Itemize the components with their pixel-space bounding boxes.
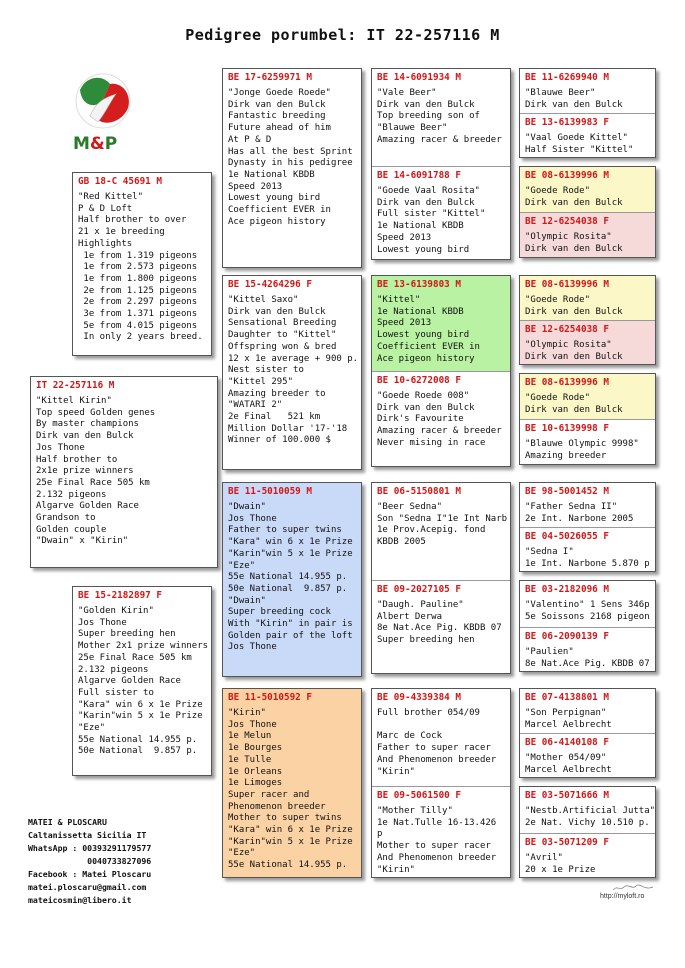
pigeon-note-line: "Karin"win 5 x 1e Prize — [78, 711, 203, 722]
pigeon-note-line: 1e from 1.800 pigeons — [78, 273, 198, 284]
pigeon-note-line: "Vale Beer" — [377, 88, 437, 98]
pigeon-note-line: "Dwain" — [228, 595, 266, 606]
pigeon-note-line: "Dwain" — [228, 502, 266, 512]
pigeon-note-line: "Kittel Saxo" — [228, 295, 299, 305]
pigeon-note-line: Dirk van den Bulck — [377, 402, 475, 413]
pigeon-notes — [525, 232, 650, 255]
pigeon-note-line: Top breeding son of — [377, 111, 480, 122]
pigeon-note-line: P & D Loft — [78, 203, 133, 214]
logo-text: M&P — [73, 134, 118, 154]
pigeon-note-line: 1e National KBDB — [377, 221, 464, 232]
pigeon-note-line: 1e National KBDB — [228, 169, 315, 180]
pigeon-note-line: "Daugh. Pauline" — [377, 600, 464, 610]
pigeon-notes — [525, 853, 650, 876]
pigeon-note-line: Full brother 054/09 — [377, 708, 480, 718]
g3-card-3 — [371, 482, 511, 674]
pigeon-note-line: 5e from 4.015 pigeons — [78, 320, 198, 331]
pigeon-note-line: "Goede Roede 008" — [377, 391, 470, 401]
whatsapp-number-2: 0040733827096 — [87, 856, 152, 866]
pigeon-note-line: Jos Thone — [78, 617, 127, 628]
pigeon-note-line: Lowest young bird — [228, 193, 321, 204]
pigeon-notes — [525, 393, 650, 416]
sire-card — [72, 172, 212, 356]
pigeon-notes — [228, 708, 356, 872]
g4-pigeon-9 — [520, 483, 655, 527]
ring-number: BE 06-4140108 F — [525, 737, 609, 748]
g4-pigeon-14 — [520, 733, 655, 777]
ring-number: BE 09-4339384 M — [377, 692, 461, 703]
sire-dam-pigeon — [223, 276, 361, 469]
pigeon-note-line: Dirk van den Bulck — [525, 243, 623, 254]
ring-number: BE 04-5026055 F — [525, 531, 609, 542]
pigeon-note-line: p — [377, 829, 383, 840]
ring-number: GB 18-C 45691 M — [78, 176, 162, 187]
pigeon-note-line: "Blauwe Olympic 9998" — [525, 439, 639, 449]
g3-pigeon-2 — [372, 166, 510, 259]
pigeon-note-line: Dirk van den Bulck — [525, 99, 623, 110]
pigeon-note-line: "Son Perpignan" — [525, 708, 607, 718]
pigeon-note-line: Son "Sedna I"1e Int Narb — [377, 513, 508, 524]
pigeon-note-line: "Nestb.Artificial Jutta" — [525, 806, 655, 816]
ring-number: BE 14-6091934 M — [377, 72, 461, 83]
pigeon-note-line: 2e Int. Narbone 2005 — [525, 513, 634, 524]
g3-pigeon-3 — [372, 276, 510, 371]
g3-pigeon-8 — [372, 786, 510, 877]
pigeon-note-line: Super breeding cock — [228, 607, 331, 618]
ring-number: BE 11-5010592 F — [228, 692, 312, 703]
pigeon-note-line: Mother 2x1 prize winners — [78, 641, 209, 652]
signature-icon — [612, 884, 654, 892]
pigeon-note-line: "Sedna I" — [525, 547, 574, 557]
pigeon-note-line: 1e Melun — [228, 731, 272, 742]
g3-pigeon-7 — [372, 689, 510, 786]
ring-number: BE 09-2027105 F — [377, 584, 461, 595]
pigeon-note-line: Amazing breeder — [525, 450, 607, 461]
g4-pigeon-10 — [520, 527, 655, 571]
pigeon-notes — [525, 753, 650, 776]
pigeon-note-line: Coefficient EVER in — [377, 341, 480, 352]
pigeon-note-line: By master champions — [36, 419, 139, 430]
pigeon-note-line: "Paulien" — [525, 647, 574, 657]
pigeon-note-line: Golden couple — [36, 524, 107, 535]
pigeon-note-line: Dirk van den Bulck — [525, 197, 623, 208]
pigeon-notes — [525, 88, 650, 111]
pigeon-note-line: "WATARI 2" — [228, 400, 283, 411]
pigeon-note-line: Speed 2013 — [377, 232, 432, 243]
pigeon-note-line: 21 x 1e breeding — [78, 227, 165, 238]
g3-pigeon-6 — [372, 580, 510, 673]
pigeon-note-line: And Phenomenon breeder — [377, 754, 497, 765]
pigeon-note-line: Super racer and — [228, 789, 310, 800]
ring-number: BE 10-6139998 F — [525, 423, 609, 434]
pigeon-note-line: Highlights — [78, 238, 133, 249]
pigeon-note-line: "Blauwe Beer" — [525, 88, 596, 98]
pigeon-note-line: Dirk van den Bulck — [228, 99, 326, 110]
g4-card-3 — [519, 275, 656, 365]
pigeon-notes — [525, 708, 650, 731]
pigeon-note-line: 3e from 1.371 pigeons — [78, 309, 198, 320]
pigeon-note-line: Dirk van den Bulck — [36, 431, 134, 442]
g3-card-2 — [371, 275, 511, 467]
pigeon-notes — [36, 396, 212, 548]
pigeon-note-line: "Goede Vaal Rosita" — [377, 186, 480, 196]
loft-city: Caltanissetta Sicilia IT — [28, 830, 147, 840]
pigeon-note-line: Ace pigeon history — [228, 216, 326, 227]
pigeon-note-line: In only 2 years breed. — [78, 332, 203, 343]
pigeon-note-line: Lowest young bird — [377, 330, 470, 341]
pigeon-note-line: "Eze" — [78, 723, 106, 734]
pigeon-note-line: 50e National 9.857 p. — [78, 746, 198, 757]
pigeon-note-line: Marcel Aelbrecht — [525, 719, 612, 730]
pigeon-notes — [78, 192, 206, 344]
dam-dam-card — [222, 688, 362, 878]
pigeon-notes — [525, 547, 650, 570]
pigeon-notes — [377, 295, 505, 365]
g4-card-7 — [519, 688, 656, 778]
pigeon-note-line: 1e National KBDB — [377, 306, 464, 317]
pigeon-note-line: 1e from 2.573 pigeons — [78, 262, 198, 273]
pigeon-note-line: Amazing racer & breeder — [377, 134, 502, 145]
main-pigeon — [31, 377, 217, 567]
pigeon-note-line: 8e Nat.Ace Pig. KBDB 07 — [525, 658, 650, 669]
g3-pigeon-5 — [372, 483, 510, 580]
ring-number: BE 07-4138801 M — [525, 692, 609, 703]
pigeon-note-line: "Goede Rode" — [525, 186, 591, 196]
pigeon-note-line: Jos Thone — [36, 442, 85, 453]
pigeon-note-line: Ace pigeon history — [377, 353, 475, 364]
pigeon-note-line: "Goede Rode" — [525, 393, 591, 403]
pigeon-note-line: "Karin"win 5 x 1e Prize — [228, 548, 353, 559]
pigeon-note-line: "Kara" win 6 x 1e Prize — [78, 699, 203, 710]
pigeon-note-line: 1e Nat.Tulle 16-13.426 — [377, 817, 497, 828]
pigeon-notes — [377, 600, 505, 647]
pigeon-note-line: Dirk van den Bulck — [377, 99, 475, 110]
pigeon-note-line: 1e Int. Narbone 5.870 p — [525, 558, 650, 569]
ring-number: BE 03-2182096 M — [525, 584, 609, 595]
ring-number: BE 06-5150801 M — [377, 486, 461, 497]
g4-pigeon-2 — [520, 113, 655, 157]
pigeon-note-line: Jos Thone — [228, 719, 277, 730]
pigeon-note-line: Lowest young bird — [377, 244, 470, 255]
pigeon-note-line: Speed 2013 — [377, 318, 432, 329]
ring-number: BE 11-5010059 M — [228, 486, 312, 497]
ring-number: BE 12-6254038 F — [525, 324, 609, 335]
pigeon-note-line: Mother to super twins — [228, 813, 342, 824]
pigeon-note-line: "Kirin" — [377, 864, 415, 875]
whatsapp-number-1: 00393291179577 — [82, 843, 152, 853]
pigeon-notes — [228, 295, 359, 447]
pigeon-note-line: Winner of 100.000 $ — [228, 435, 331, 446]
g4-pigeon-5 — [520, 276, 655, 320]
ring-number: BE 98-5001452 M — [525, 486, 609, 497]
g4-pigeon-12 — [520, 627, 655, 671]
sire-dam-card — [222, 275, 362, 470]
sire-sire-pigeon — [223, 69, 361, 267]
website-link[interactable]: http://myloft.ro — [600, 893, 645, 900]
ring-number: BE 14-6091788 F — [377, 170, 461, 181]
pigeon-note-line: "Vaal Goede Kittel" — [525, 133, 628, 143]
pigeon-note-line: 55e National 14.955 p. — [78, 734, 198, 745]
pigeon-note-line: 55e National 14.955 p. — [228, 860, 348, 871]
pigeon-notes — [377, 502, 508, 549]
dam-sire-pigeon — [223, 483, 361, 676]
pigeon-note-line: Phenomenon breeder — [228, 801, 326, 812]
pigeon-note-line: Amazing racer & breeder — [377, 426, 502, 437]
pigeon-note-line: Amazing breeder to — [228, 388, 326, 399]
pigeon-note-line: 55e National 14.955 p. — [228, 572, 348, 583]
pigeon-note-line: 2e from 1.125 pigeons — [78, 285, 198, 296]
g4-pigeon-6 — [520, 320, 655, 364]
g4-card-8 — [519, 786, 656, 878]
pigeon-note-line: 1e Prov.Acepig. fond — [377, 525, 486, 536]
ring-number: BE 13-6139983 F — [525, 117, 609, 128]
pigeon-note-line: Future ahead of him — [228, 123, 331, 134]
pigeon-note-line: Super breeding hen — [78, 629, 176, 640]
pigeon-notes — [525, 439, 650, 462]
g4-pigeon-1 — [520, 69, 655, 113]
pigeon-note-line: "Kittel Kirin" — [36, 396, 112, 406]
pigeon-note-line: Marcel Aelbrecht — [525, 764, 612, 775]
g3-pigeon-1 — [372, 69, 510, 166]
pigeon-note-line: Dynasty in his pedigree — [228, 158, 353, 169]
pigeon-note-line: Million Dollar '17-'18 — [228, 423, 348, 434]
dam-sire-card — [222, 482, 362, 677]
pigeon-note-line: Algarve Golden Race — [36, 501, 139, 512]
pigeon-notes — [377, 806, 505, 876]
ring-number: BE 13-6139803 M — [377, 279, 461, 290]
ring-number: BE 17-6259971 M — [228, 72, 312, 83]
pigeon-note-line — [377, 720, 505, 732]
pigeon-note-line: Father to super twins — [228, 525, 342, 536]
pigeon-note-line: Dirk van den Bulck — [377, 197, 475, 208]
pigeon-notes — [525, 600, 650, 623]
g4-pigeon-15 — [520, 787, 655, 833]
pigeon-note-line: Dirk's Favourite — [377, 414, 464, 425]
g4-pigeon-8 — [520, 419, 655, 464]
pigeon-note-line: 2e Final 521 km — [228, 412, 321, 423]
pigeon-note-line: "Eze" — [228, 560, 256, 571]
pigeon-note-line: Dirk van den Bulck — [525, 404, 623, 415]
pigeon-note-line: Sensational Breeding — [228, 318, 337, 329]
pigeon-note-line: At P & D — [228, 134, 272, 145]
ring-number: BE 09-5061500 F — [377, 790, 461, 801]
pigeon-note-line: 2e Nat. Vichy 10.510 p. — [525, 817, 650, 828]
ring-number: BE 06-2090139 F — [525, 631, 609, 642]
g4-card-5 — [519, 482, 656, 572]
pigeon-note-line: "Kara" win 6 x 1e Prize — [228, 537, 353, 548]
g4-pigeon-16 — [520, 833, 655, 877]
pigeon-notes — [377, 391, 505, 450]
g4-card-2 — [519, 166, 656, 258]
pigeon-note-line: 50e National 9.857 p. — [228, 583, 348, 594]
g4-pigeon-11 — [520, 581, 655, 627]
pigeon-note-line: 20 x 1e Prize — [525, 864, 596, 875]
pigeon-note-line: Half brother to over — [78, 215, 187, 226]
g4-pigeon-4 — [520, 212, 655, 257]
ring-number: BE 03-5071209 F — [525, 837, 609, 848]
g3-card-1 — [371, 68, 511, 260]
g3-card-4 — [371, 688, 511, 878]
pigeon-note-line: Daughter to "Kittel" — [228, 330, 337, 341]
pigeon-note-line: Speed 2013 — [228, 181, 283, 192]
pigeon-note-line: Jos Thone — [228, 642, 277, 653]
pigeon-note-line: "Jonge Goede Roede" — [228, 88, 331, 98]
pigeon-note-line: Dirk van den Bulck — [525, 351, 623, 362]
pigeon-note-line: 8e Nat.Ace Pig. KBDB 07 — [377, 623, 502, 634]
pigeon-notes — [377, 186, 505, 256]
pigeon-note-line: Albert Derwa — [377, 611, 443, 622]
ring-number: BE 12-6254038 F — [525, 216, 609, 227]
loft-name: MATEI & PLOSCARU — [28, 817, 107, 827]
ring-number: BE 11-6269940 M — [525, 72, 609, 83]
pigeon-note-line: 5e Soissons 2168 pigeon — [525, 611, 650, 622]
pigeon-note-line: "Blauwe Beer" — [377, 123, 448, 134]
pigeon-note-line: Super breeding hen — [377, 635, 475, 646]
pigeon-notes — [228, 502, 356, 654]
ring-number: BE 08-6139996 M — [525, 279, 609, 290]
ring-number: IT 22-257116 M — [36, 380, 115, 391]
ring-number: BE 08-6139996 M — [525, 170, 609, 181]
pigeon-note-line: "Dwain" x "Kirin" — [36, 536, 129, 547]
pigeon-note-line: 1e Tulle — [228, 754, 272, 765]
pigeon-notes — [525, 502, 650, 525]
email-2[interactable]: mateicosmin@libero.it — [28, 895, 132, 905]
pigeon-note-line: Dirk van den Bulck — [525, 306, 623, 317]
whatsapp-label: WhatsApp : — [28, 843, 83, 853]
pigeon-note-line: "Karin"win 5 x 1e Prize — [228, 836, 353, 847]
g3-pigeon-4 — [372, 371, 510, 466]
pigeon-notes — [525, 295, 650, 318]
pigeon-note-line: Mother to super racer — [377, 841, 491, 852]
pigeon-note-line: "Mother Tilly" — [377, 806, 453, 816]
pigeon-note-line: "Olympic Rosita" — [525, 340, 612, 350]
pigeon-note-line: "Kirin" — [377, 766, 415, 777]
pigeon-note-line: Full sister to — [78, 687, 154, 698]
pigeon-note-line: "Kirin" — [228, 708, 266, 718]
pigeon-notes — [525, 340, 650, 363]
g4-card-6 — [519, 580, 656, 672]
pigeon-note-line: Golden pair of the loft — [228, 630, 353, 641]
pigeon-note-line: "Avril" — [525, 853, 563, 863]
pigeon-note-line: Jos Thone — [228, 513, 277, 524]
pigeon-note-line: Marc de Cock — [377, 731, 443, 742]
pigeon-note-line: With "Kirin" in pair is — [228, 619, 353, 630]
pigeon-notes — [377, 708, 505, 778]
page-title: Pedigree porumbel: IT 22-257116 M — [185, 26, 500, 44]
pigeon-note-line: 25e Final Race 505 km — [36, 477, 150, 488]
pigeon-note-line: 1e Bourges — [228, 743, 283, 754]
pigeon-note-line: "Kara" win 6 x 1e Prize — [228, 825, 353, 836]
main-pigeon-card — [30, 376, 218, 568]
ring-number: BE 08-6139996 M — [525, 377, 609, 388]
pigeon-note-line: "Mother 054/09" — [525, 753, 607, 763]
pigeon-notes — [525, 186, 650, 209]
g4-pigeon-3 — [520, 167, 655, 212]
pigeon-notes — [525, 133, 650, 156]
pigeon-note-line: 12 x 1e average + 900 p. — [228, 353, 359, 364]
g4-card-1 — [519, 68, 656, 158]
ring-number: BE 03-5071666 M — [525, 790, 609, 801]
ring-number: BE 15-4264296 F — [228, 279, 312, 290]
logo-emblem — [72, 72, 134, 130]
dam-card — [72, 586, 212, 776]
pigeon-note-line: Half Sister "Kittel" — [525, 144, 634, 155]
pigeon-notes — [228, 88, 356, 228]
sire-sire-card — [222, 68, 362, 268]
pigeon-notes — [525, 647, 650, 670]
pigeon-note-line: "Eze" — [228, 848, 256, 859]
pigeon-note-line: 25e Final Race 505 km — [78, 652, 192, 663]
pigeon-notes — [525, 806, 655, 829]
g4-card-4 — [519, 373, 656, 465]
pigeon-note-line: "Father Sedna II" — [525, 502, 618, 512]
pigeon-note-line: Full sister "Kittel" — [377, 209, 486, 220]
pigeon-note-line: 2e from 2.297 pigeons — [78, 297, 198, 308]
pigeon-note-line: 1e from 1.319 pigeons — [78, 250, 198, 261]
pigeon-note-line: Coefficient EVER in — [228, 205, 331, 216]
g4-pigeon-7 — [520, 374, 655, 419]
pigeon-note-line: 2x1e prize winners — [36, 466, 134, 477]
pigeon-note-line: "Red Kittel" — [78, 192, 144, 202]
pigeon-notes — [377, 88, 505, 147]
facebook-handle: Facebook : Matei Ploscaru — [28, 869, 152, 879]
pigeon-note-line: "Golden Kirin" — [78, 606, 154, 616]
contact-block — [28, 816, 151, 907]
pigeon-note-line: And Phenomenon breeder — [377, 852, 497, 863]
ring-number: BE 15-2182897 F — [78, 590, 162, 601]
pigeon-note-line: 1e Orleans — [228, 766, 283, 777]
pigeon-note-line: Half brother to — [36, 454, 118, 465]
dam-pigeon — [73, 587, 211, 775]
pigeon-note-line: "Goede Rode" — [525, 295, 591, 305]
dam-dam-pigeon — [223, 689, 361, 877]
pigeon-note-line: Fantastic breeding — [228, 111, 326, 122]
pigeon-note-line: Father to super racer — [377, 743, 491, 754]
sire-pigeon — [73, 173, 211, 355]
pigeon-note-line: Nest sister to — [228, 365, 304, 376]
pigeon-note-line: "Kittel 295" — [228, 376, 294, 387]
pigeon-note-line: Offspring won & bred — [228, 341, 337, 352]
pigeon-note-line: Never mising in race — [377, 437, 486, 448]
pigeon-note-line: "Kittel" — [377, 295, 421, 305]
ring-number: BE 10-6272008 F — [377, 375, 461, 386]
pigeon-note-line: "Valentino" 1 Sens 346p — [525, 600, 650, 610]
pigeon-note-line: Dirk van den Bulck — [228, 306, 326, 317]
pigeon-note-line: KBDB 2005 — [377, 537, 426, 548]
pigeon-note-line: "Beer Sedna" — [377, 502, 443, 512]
pigeon-notes — [78, 606, 209, 758]
pigeon-note-line: Has all the best Sprint — [228, 146, 353, 157]
pigeon-note-line: Grandson to — [36, 513, 96, 524]
pigeon-note-line: 2.132 pigeons — [36, 489, 107, 500]
pigeon-note-line: Algarve Golden Race — [78, 676, 181, 687]
pigeon-note-line: Top speed Golden genes — [36, 407, 156, 418]
pigeon-note-line: 1e Limoges — [228, 778, 283, 789]
g4-pigeon-13 — [520, 689, 655, 733]
email-1[interactable]: matei.ploscaru@gmail.com — [28, 882, 147, 892]
pigeon-note-line: 2.132 pigeons — [78, 664, 149, 675]
pigeon-note-line: "Olympic Rosita" — [525, 232, 612, 242]
